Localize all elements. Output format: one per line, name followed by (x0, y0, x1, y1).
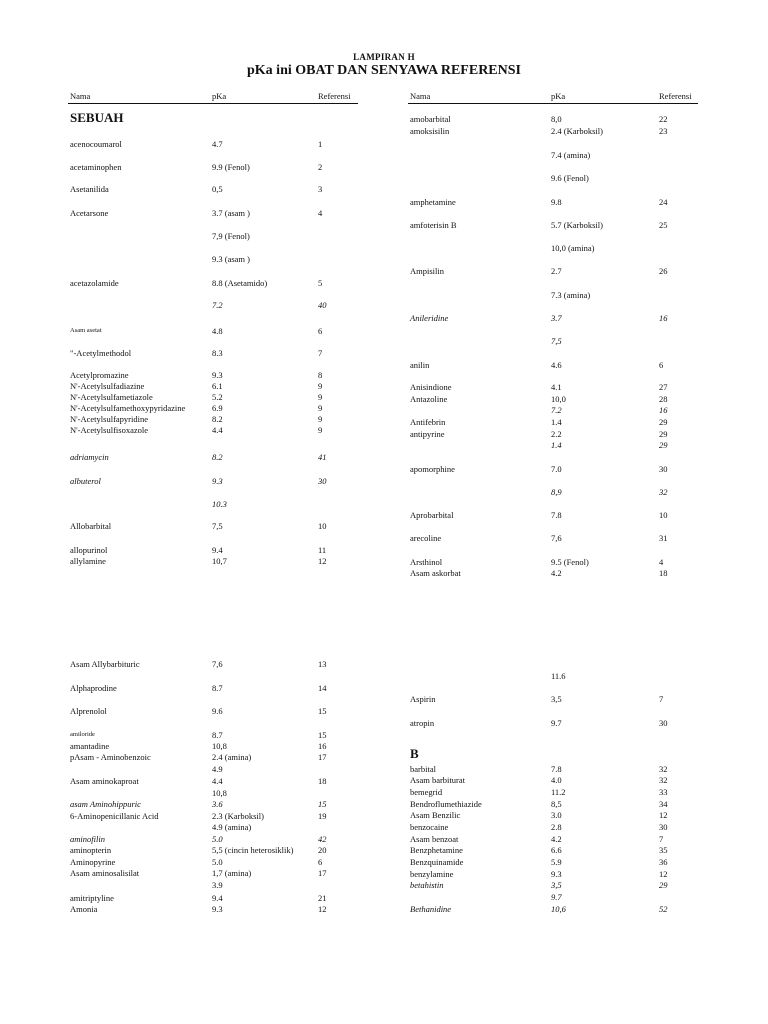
reference-number: 13 (318, 659, 327, 669)
compound-name: apomorphine (410, 464, 455, 474)
reference-number: 22 (659, 114, 668, 124)
pka-value: 8,9 (551, 487, 562, 497)
reference-number: 28 (659, 394, 668, 404)
compound-name: atropin (410, 718, 435, 728)
pka-value: 8.2 (212, 452, 223, 462)
reference-number: 18 (659, 568, 668, 578)
reference-number: 9 (318, 392, 323, 402)
compound-name: Ampisilin (410, 266, 445, 276)
pka-value: 10,6 (551, 904, 566, 914)
pka-value: 4.9 (amina) (212, 822, 252, 832)
pka-value: 3.0 (551, 810, 562, 820)
compound-name: Alphaprodine (70, 683, 117, 693)
pka-value: 6.9 (212, 403, 223, 413)
pka-value: 3.6 (212, 799, 223, 809)
compound-name: Bethanidine (410, 904, 452, 914)
pka-value: 7.0 (551, 464, 562, 474)
reference-number: 35 (659, 845, 668, 855)
reference-number: 12 (318, 904, 327, 914)
pka-value: 5.7 (Karboksil) (551, 220, 603, 230)
reference-number: 16 (659, 313, 668, 323)
page-header (0, 52, 768, 79)
pka-value: 8.7 (212, 683, 223, 693)
col-ref-header: Referensi (318, 91, 351, 101)
compound-name: amitriptyline (70, 893, 114, 903)
compound-name: Asam aminokaproat (70, 776, 139, 786)
pka-value: 4.1 (551, 382, 562, 392)
compound-name: acetaminophen (70, 162, 122, 172)
reference-number: 9 (318, 414, 323, 424)
col-pka-header: pKa (551, 91, 566, 101)
pka-value: 4.8 (212, 326, 223, 336)
reference-number: 16 (318, 741, 327, 751)
compound-name: amiloride (70, 731, 95, 738)
pka-value: 1.4 (551, 440, 562, 450)
pka-value: 9.4 (212, 893, 223, 903)
pka-value: 3.9 (212, 880, 223, 890)
reference-number: 17 (318, 868, 327, 878)
pka-value: 5,5 (cincin heterosiklik) (212, 845, 294, 855)
pka-value: 9.3 (551, 869, 562, 879)
pka-value: 7.4 (amina) (551, 150, 591, 160)
reference-number: 1 (318, 139, 323, 149)
reference-number: 25 (659, 220, 668, 230)
compound-name: Asam barbiturat (410, 775, 465, 785)
reference-number: 12 (659, 810, 668, 820)
compound-name: Acetarsone (70, 208, 109, 218)
pka-value: 8,5 (551, 799, 562, 809)
pka-value: 6.1 (212, 381, 223, 391)
pka-value: 3,5 (551, 694, 562, 704)
reference-number: 30 (659, 464, 668, 474)
reference-number: 14 (318, 683, 327, 693)
left-header-rule (68, 103, 358, 104)
compound-name: amantadine (70, 741, 110, 751)
reference-number: 20 (318, 845, 327, 855)
compound-name: allylamine (70, 556, 106, 566)
reference-number: 17 (318, 752, 327, 762)
pka-value: 8,0 (551, 114, 562, 124)
reference-number: 7 (659, 834, 664, 844)
reference-number: 15 (318, 799, 327, 809)
pka-value: 9.9 (Fenol) (212, 162, 250, 172)
pka-value: 11.2 (551, 787, 566, 797)
pka-value: 5.2 (212, 392, 223, 402)
pka-value: 9.7 (551, 718, 562, 728)
pka-value: 4.9 (212, 764, 223, 774)
pka-value: 9.5 (Fenol) (551, 557, 589, 567)
reference-number: 6 (318, 326, 323, 336)
pka-value: 9.8 (551, 197, 562, 207)
reference-number: 30 (659, 718, 668, 728)
compound-name: Amonia (70, 904, 98, 914)
pka-value: 0,5 (212, 184, 223, 194)
pka-value: 9.3 (212, 904, 223, 914)
reference-number: 29 (659, 429, 668, 439)
pka-value: 2.2 (551, 429, 562, 439)
reference-number: 21 (318, 893, 327, 903)
reference-number: 40 (318, 300, 327, 310)
reference-number: 4 (318, 208, 323, 218)
page-title: pKa ini OBAT DAN SENYAWA REFERENSI (247, 63, 521, 78)
reference-number: 32 (659, 764, 668, 774)
pka-value: 10.3 (212, 499, 227, 509)
pka-value: 10,7 (212, 556, 227, 566)
pka-value: 4.2 (551, 834, 562, 844)
reference-number: 8 (318, 370, 323, 380)
compound-name: Asam askorbat (410, 568, 461, 578)
reference-number: 7 (318, 348, 323, 358)
reference-number: 9 (318, 403, 323, 413)
pka-value: 9.6 (Fenol) (551, 173, 589, 183)
pka-value: 9.3 (212, 476, 223, 486)
pka-value: 10,0 (551, 394, 566, 404)
pka-value: 4.6 (551, 360, 562, 370)
compound-name: Benzphetamine (410, 845, 463, 855)
compound-name: Asam benzoat (410, 834, 459, 844)
pka-value: 3,5 (551, 880, 562, 890)
pka-value: 9.3 (asam ) (212, 254, 251, 264)
pka-value: 3.7 (551, 313, 562, 323)
reference-number: 42 (318, 834, 327, 844)
compound-name: Antazoline (410, 394, 448, 404)
pka-value: 8.7 (212, 730, 223, 740)
compound-name: N'-Acetylsulfapyridine (70, 414, 149, 424)
appendix-label: LAMPIRAN H (353, 52, 415, 62)
reference-number: 32 (659, 487, 668, 497)
compound-name: N'-Acetylsulfametiazole (70, 392, 153, 402)
pka-value: 4.2 (551, 568, 562, 578)
pka-value: 8.3 (212, 348, 223, 358)
pka-value: 9.6 (212, 706, 223, 716)
compound-name: Asetanilida (70, 184, 109, 194)
pka-value: 7,9 (Fenol) (212, 231, 250, 241)
reference-number: 18 (318, 776, 327, 786)
compound-name: Acetylpromazine (70, 370, 129, 380)
compound-name: Asam asetat (70, 327, 102, 334)
reference-number: 11 (318, 545, 327, 555)
compound-name: aminopterin (70, 845, 112, 855)
pka-value: 2.8 (551, 822, 562, 832)
compound-name: amfoterisin B (410, 220, 457, 230)
compound-name: Allobarbital (70, 521, 112, 531)
compound-name: arecoline (410, 533, 442, 543)
compound-name: N'-Acetylsulfamethoxypyridazine (70, 403, 186, 413)
compound-name: adriamycin (70, 452, 109, 462)
compound-name: acetazolamide (70, 278, 119, 288)
compound-name: amoksisilin (410, 126, 450, 136)
reference-number: 9 (318, 425, 323, 435)
reference-number: 16 (659, 405, 668, 415)
pka-value: 9.4 (212, 545, 223, 555)
pka-value: 8.2 (212, 414, 223, 424)
reference-number: 31 (659, 533, 668, 543)
pka-value: 2.3 (Karboksil) (212, 811, 264, 821)
pka-value: 8.8 (Asetamido) (212, 278, 268, 288)
compound-name: allopurinol (70, 545, 108, 555)
pka-value: 2.7 (551, 266, 562, 276)
pka-value: 7,6 (212, 659, 223, 669)
reference-number: 10 (659, 510, 668, 520)
reference-number: 2 (318, 162, 323, 172)
reference-number: 5 (318, 278, 323, 288)
reference-number: 34 (659, 799, 668, 809)
col-ref-header: Referensi (659, 91, 692, 101)
pka-value: 4.4 (212, 425, 223, 435)
pka-value: 10,0 (amina) (551, 243, 595, 253)
pka-value: 7.2 (212, 300, 223, 310)
compound-name: betahistin (410, 880, 444, 890)
compound-name: Benzquinamide (410, 857, 464, 867)
reference-number: 29 (659, 417, 668, 427)
compound-name: bemegrid (410, 787, 443, 797)
pka-value: 5.0 (212, 857, 223, 867)
pka-value: 7.8 (551, 510, 562, 520)
reference-number: 23 (659, 126, 668, 136)
compound-name: Aprobarbital (410, 510, 454, 520)
reference-number: 6 (318, 857, 323, 867)
compound-name: Anisindione (410, 382, 452, 392)
compound-name: Aspirin (410, 694, 436, 704)
compound-name: Asam Allybarbituric (70, 659, 140, 669)
compound-name: Alprenolol (70, 706, 107, 716)
compound-name: N'-Acetylsulfadiazine (70, 381, 145, 391)
compound-name: Antifebrin (410, 417, 446, 427)
compound-name: Aminopyrine (70, 857, 116, 867)
pka-value: 10,8 (212, 741, 227, 751)
compound-name: Asam Benzilic (410, 810, 461, 820)
pka-value: 7.2 (551, 405, 562, 415)
reference-number: 3 (318, 184, 323, 194)
pka-value: 1,7 (amina) (212, 868, 252, 878)
section-heading-a: SEBUAH (70, 110, 124, 125)
reference-number: 30 (659, 822, 668, 832)
pka-value: 7,5 (551, 336, 562, 346)
pka-value: 7,5 (212, 521, 223, 531)
pka-value: 5.0 (212, 834, 223, 844)
reference-number: 24 (659, 197, 668, 207)
compound-name: asam Aminohippuric (70, 799, 141, 809)
col-name-header: Nama (70, 91, 91, 101)
reference-number: 33 (659, 787, 668, 797)
compound-name: benzocaine (410, 822, 449, 832)
compound-name: acenocoumarol (70, 139, 122, 149)
pka-value: 5.9 (551, 857, 562, 867)
compound-name: amobarbital (410, 114, 451, 124)
pka-value: 2.4 (Karboksil) (551, 126, 603, 136)
compound-name: benzylamine (410, 869, 454, 879)
pka-value: 7.8 (551, 764, 562, 774)
reference-number: 30 (318, 476, 327, 486)
reference-number: 26 (659, 266, 668, 276)
reference-number: 19 (318, 811, 327, 821)
compound-name: albuterol (70, 476, 101, 486)
compound-name: Asam aminosalisilat (70, 868, 140, 878)
reference-number: 9 (318, 381, 323, 391)
section-heading-b: B (410, 746, 419, 761)
pka-value: 4.7 (212, 139, 223, 149)
pka-value: 10,8 (212, 788, 227, 798)
reference-number: 41 (318, 452, 327, 462)
compound-name: 6-Aminopenicillanic Acid (70, 811, 159, 821)
reference-number: 29 (659, 440, 668, 450)
pka-value: 4.0 (551, 775, 562, 785)
reference-number: 6 (659, 360, 664, 370)
pka-value: 9.7 (551, 892, 562, 902)
pka-value: 9.3 (212, 370, 223, 380)
pka-value: 2.4 (amina) (212, 752, 252, 762)
compound-name: Bendroflumethiazide (410, 799, 482, 809)
pka-value: 11.6 (551, 671, 566, 681)
reference-number: 7 (659, 694, 664, 704)
pka-value: 7.3 (amina) (551, 290, 591, 300)
reference-number: 36 (659, 857, 668, 867)
compound-name: barbital (410, 764, 436, 774)
compound-name: aminofilin (70, 834, 105, 844)
pka-value: 3.7 (asam ) (212, 208, 251, 218)
compound-name: pAsam - Aminobenzoic (70, 752, 151, 762)
compound-name: anilin (410, 360, 430, 370)
pka-value: 1.4 (551, 417, 562, 427)
compound-name: "-Acetylmethodol (70, 348, 132, 358)
compound-name: amphetamine (410, 197, 456, 207)
reference-number: 10 (318, 521, 327, 531)
compound-name: antipyrine (410, 429, 445, 439)
compound-name: Anileridine (410, 313, 449, 323)
reference-number: 12 (318, 556, 327, 566)
compound-name: Arsthinol (410, 557, 443, 567)
col-name-header: Nama (410, 91, 431, 101)
pka-value: 6.6 (551, 845, 562, 855)
reference-number: 4 (659, 557, 664, 567)
reference-number: 15 (318, 730, 327, 740)
reference-number: 27 (659, 382, 668, 392)
reference-number: 29 (659, 880, 668, 890)
reference-number: 32 (659, 775, 668, 785)
pka-value: 4.4 (212, 776, 223, 786)
reference-number: 15 (318, 706, 327, 716)
pka-value: 7,6 (551, 533, 562, 543)
col-pka-header: pKa (212, 91, 227, 101)
right-header-rule (408, 103, 698, 104)
reference-number: 12 (659, 869, 668, 879)
reference-number: 52 (659, 904, 668, 914)
compound-name: N'-Acetylsulfisoxazole (70, 425, 149, 435)
